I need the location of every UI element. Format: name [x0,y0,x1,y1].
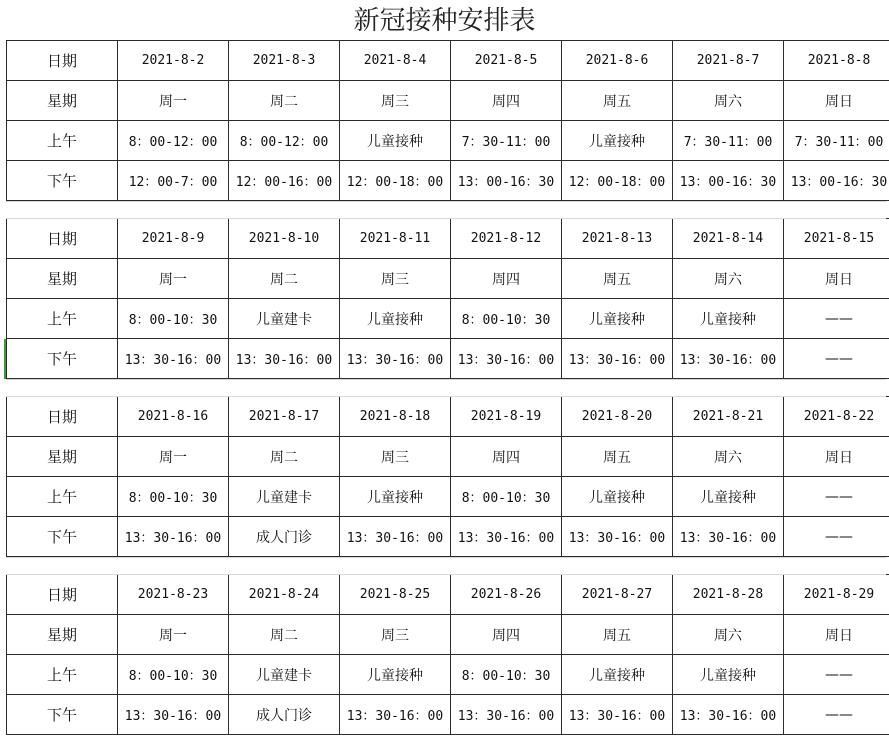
afternoon-label-cell[interactable]: 下午 [7,517,118,557]
weekday-cell[interactable]: 周六 [673,259,784,299]
date-cell[interactable]: 2021-8-25 [340,575,451,615]
morning-cell[interactable]: 7：30-11：00 [451,121,562,161]
afternoon-cell[interactable]: 12：00-7：00 [118,161,229,201]
morning-label-cell[interactable]: 上午 [7,121,118,161]
date-cell[interactable]: 2021-8-3 [229,41,340,81]
afternoon-cell[interactable]: 12：00-18：00 [562,161,673,201]
afternoon-cell[interactable]: 13：30-16：00 [118,517,229,557]
afternoon-cell[interactable]: 成人门诊 [229,517,340,557]
afternoon-cell[interactable]: 13：30-16：00 [673,695,784,735]
date-cell[interactable]: 2021-8-9 [118,219,229,259]
morning-row [7,655,889,695]
morning-label-cell[interactable]: 上午 [7,477,118,517]
week-table-4 [6,574,889,735]
morning-cell[interactable]: 儿童接种 [562,121,673,161]
afternoon-cell[interactable]: —— [784,695,889,735]
afternoon-cell[interactable]: 13：30-16：00 [562,339,673,379]
morning-cell[interactable]: 儿童接种 [340,655,451,695]
afternoon-cell[interactable]: 成人门诊 [229,695,340,735]
date-cell[interactable]: 2021-8-10 [229,219,340,259]
date-cell[interactable]: 2021-8-19 [451,397,562,437]
date-label-cell[interactable]: 日期 [7,575,118,615]
morning-cell[interactable]: 儿童建卡 [229,655,340,695]
date-cell[interactable]: 2021-8-16 [118,397,229,437]
afternoon-cell[interactable]: 13：30-16：00 [451,339,562,379]
afternoon-row [7,161,889,201]
morning-row [7,299,889,339]
weekday-cell[interactable]: 周一 [118,615,229,655]
afternoon-cell[interactable]: 13：30-16：00 [562,695,673,735]
weekday-cell[interactable]: 周三 [340,81,451,121]
date-label-cell[interactable]: 日期 [7,41,118,81]
morning-cell[interactable]: 儿童建卡 [229,299,340,339]
afternoon-cell[interactable]: 13：30-16：00 [340,339,451,379]
morning-row [7,477,889,517]
date-cell[interactable]: 2021-8-18 [340,397,451,437]
weekday-cell[interactable]: 周日 [784,259,889,299]
weekday-cell[interactable]: 周三 [340,615,451,655]
date-cell[interactable]: 2021-8-29 [784,575,889,615]
morning-row [7,121,889,161]
afternoon-cell[interactable]: 13：30-16：00 [673,517,784,557]
afternoon-cell[interactable]: 13：30-16：00 [673,339,784,379]
spacer-row[interactable] [6,379,886,397]
afternoon-cell[interactable]: 12：00-18：00 [340,161,451,201]
weekday-cell[interactable]: 周三 [340,437,451,477]
weekday-row [7,81,889,121]
week-table-3 [6,396,889,557]
afternoon-cell[interactable]: 13：30-16：00 [451,695,562,735]
weekday-cell[interactable]: 周六 [673,437,784,477]
morning-cell[interactable]: 7：30-11：00 [673,121,784,161]
weekday-label-cell[interactable]: 星期 [7,259,118,299]
date-cell[interactable]: 2021-8-7 [673,41,784,81]
weekday-row [7,259,889,299]
date-cell[interactable]: 2021-8-27 [562,575,673,615]
weekday-cell[interactable]: 周二 [229,437,340,477]
morning-label-cell[interactable]: 上午 [7,299,118,339]
afternoon-label-cell[interactable]: 下午 [7,339,118,379]
date-cell[interactable]: 2021-8-17 [229,397,340,437]
date-cell[interactable]: 2021-8-6 [562,41,673,81]
weekday-cell[interactable]: 周五 [562,615,673,655]
date-cell[interactable]: 2021-8-28 [673,575,784,615]
weekday-cell[interactable]: 周六 [673,615,784,655]
morning-cell[interactable]: —— [784,655,889,695]
date-cell[interactable]: 2021-8-15 [784,219,889,259]
afternoon-label-cell[interactable]: 下午 [7,695,118,735]
date-cell[interactable]: 2021-8-26 [451,575,562,615]
morning-cell[interactable]: 8：00-10：30 [451,477,562,517]
weekday-cell[interactable]: 周二 [229,81,340,121]
weekday-cell[interactable]: 周四 [451,81,562,121]
morning-cell[interactable]: 儿童接种 [340,299,451,339]
afternoon-cell[interactable]: 13：30-16：00 [451,517,562,557]
morning-cell[interactable]: —— [784,477,889,517]
date-cell[interactable]: 2021-8-14 [673,219,784,259]
weekday-cell[interactable]: 周日 [784,615,889,655]
weekday-cell[interactable]: 周六 [673,81,784,121]
date-cell[interactable]: 2021-8-22 [784,397,889,437]
weekday-cell[interactable]: 周日 [784,81,889,121]
morning-cell[interactable]: 8：00-10：30 [451,655,562,695]
morning-cell[interactable]: —— [784,299,889,339]
weekday-cell[interactable]: 周四 [451,259,562,299]
date-cell[interactable]: 2021-8-5 [451,41,562,81]
afternoon-row [7,695,889,735]
afternoon-row [7,517,889,557]
weekday-cell[interactable]: 周一 [118,81,229,121]
morning-cell[interactable]: 儿童接种 [673,299,784,339]
afternoon-cell[interactable]: 13：30-16：00 [562,517,673,557]
morning-cell[interactable]: 8：00-10：30 [118,299,229,339]
date-row [7,397,889,437]
weekday-cell[interactable]: 周四 [451,437,562,477]
spacer-row[interactable] [6,201,886,219]
date-cell[interactable]: 2021-8-12 [451,219,562,259]
date-row [7,575,889,615]
morning-cell[interactable]: 儿童接种 [562,655,673,695]
date-label-cell[interactable]: 日期 [7,219,118,259]
date-cell[interactable]: 2021-8-8 [784,41,889,81]
weekday-row [7,615,889,655]
morning-cell[interactable]: 儿童接种 [673,655,784,695]
date-row [7,219,889,259]
weekday-cell[interactable]: 周二 [229,259,340,299]
weekday-cell[interactable]: 周三 [340,259,451,299]
morning-cell[interactable]: 儿童建卡 [229,477,340,517]
weekday-row [7,437,889,477]
morning-cell[interactable]: 7：30-11：00 [784,121,889,161]
week-table-1 [6,40,889,201]
date-row [7,41,889,81]
afternoon-cell[interactable]: —— [784,517,889,557]
weekday-cell[interactable]: 周日 [784,437,889,477]
weekday-cell[interactable]: 周二 [229,615,340,655]
morning-cell[interactable]: 8：00-12：00 [229,121,340,161]
weekday-label-cell[interactable]: 星期 [7,615,118,655]
selection-indicator [4,339,6,379]
weekday-cell[interactable]: 周四 [451,615,562,655]
week-table-2 [6,218,889,379]
date-cell[interactable]: 2021-8-23 [118,575,229,615]
date-cell[interactable]: 2021-8-13 [562,219,673,259]
morning-cell[interactable]: 儿童接种 [340,121,451,161]
weekday-cell[interactable]: 周一 [118,259,229,299]
weekday-cell[interactable]: 周五 [562,437,673,477]
afternoon-cell[interactable]: 13：00-16：30 [451,161,562,201]
morning-cell[interactable]: 8：00-10：30 [118,477,229,517]
afternoon-cell[interactable]: 13：30-16：00 [340,517,451,557]
morning-label-cell[interactable]: 上午 [7,655,118,695]
morning-cell[interactable]: 儿童接种 [562,477,673,517]
afternoon-cell[interactable]: 13：00-16：30 [784,161,889,201]
afternoon-cell[interactable]: 13：30-16：00 [118,695,229,735]
date-cell[interactable]: 2021-8-20 [562,397,673,437]
weekday-cell[interactable]: 周一 [118,437,229,477]
weekday-label-cell[interactable]: 星期 [7,81,118,121]
weekday-cell[interactable]: 周五 [562,259,673,299]
morning-cell[interactable]: 儿童接种 [673,477,784,517]
afternoon-cell[interactable]: 13：00-16：30 [673,161,784,201]
date-cell[interactable]: 2021-8-21 [673,397,784,437]
morning-cell[interactable]: 8：00-10：30 [451,299,562,339]
afternoon-cell[interactable]: 13：30-16：00 [118,339,229,379]
weekday-label-cell[interactable]: 星期 [7,437,118,477]
page-title: 新冠接种安排表 [353,6,536,36]
spacer-row[interactable] [6,557,886,575]
date-cell[interactable]: 2021-8-4 [340,41,451,81]
afternoon-cell[interactable]: 13：30-16：00 [229,339,340,379]
afternoon-label-cell[interactable]: 下午 [7,161,118,201]
afternoon-cell[interactable]: 13：30-16：00 [340,695,451,735]
morning-cell[interactable]: 儿童接种 [562,299,673,339]
afternoon-row [7,339,889,379]
date-label-cell[interactable]: 日期 [7,397,118,437]
weekday-cell[interactable]: 周五 [562,81,673,121]
date-cell[interactable]: 2021-8-2 [118,41,229,81]
morning-cell[interactable]: 8：00-12：00 [118,121,229,161]
afternoon-cell[interactable]: —— [784,339,889,379]
afternoon-cell[interactable]: 12：00-16：00 [229,161,340,201]
morning-cell[interactable]: 儿童接种 [340,477,451,517]
date-cell[interactable]: 2021-8-24 [229,575,340,615]
date-cell[interactable]: 2021-8-11 [340,219,451,259]
morning-cell[interactable]: 8：00-10：30 [118,655,229,695]
